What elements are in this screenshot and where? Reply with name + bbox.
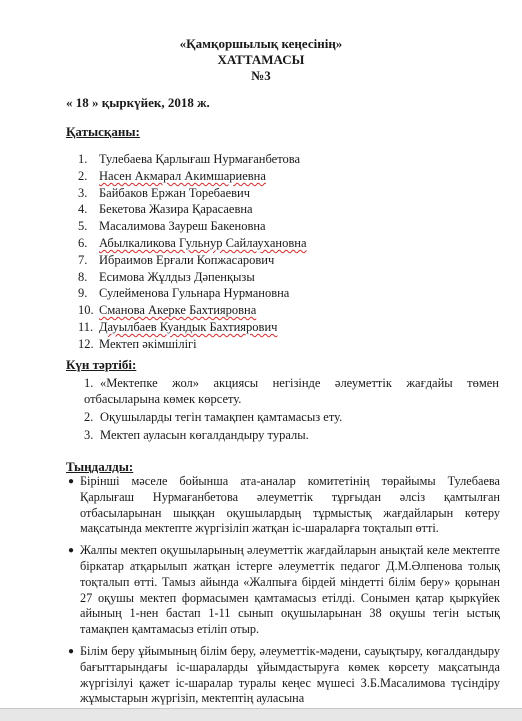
list-item: 11. Дауылбаев Куандык Бахтиярович — [78, 319, 278, 334]
list-item: 9. Сулейменова Гульнара Нурмановна — [78, 286, 290, 301]
list-item: 8. Есимова Жұлдыз Дәпенқызы — [78, 269, 255, 284]
bullet-icon: ● — [68, 645, 75, 657]
protocol-heading-line2: ХАТТАМАСЫ — [217, 52, 305, 67]
protocol-heading-line1: «Қамқоршылық кеңесінің» — [179, 36, 343, 51]
list-item: ● Жалпы мектеп оқушыларының әлеуметтік жағдайларын анықтай келе мектепте біркатар атқарылып жатқан істерге әлеуметтік педагог Д.М.Әлпенова толық тоқталып өтті. Тамыз айында «Жалпыға бірдей міндетті білім беру» қорынан 27 оқушы мектеп формасымен қамтамасыз етілді. Сонымен қатар қыркүйек айының 1-нен бастап 1-11 сынып оқушыларынан 38 оқушы тегін ыстық тамақпен қамтамасыз етіліп отыр. — [68, 543, 500, 637]
bullet-icon: ● — [68, 545, 75, 557]
list-item: 1. Тулебаева Қарлығаш Нурмағанбетова — [78, 152, 301, 166]
list-item: 5. Масалимова Зауреш Бакеновна — [78, 219, 266, 234]
list-item: 7. Ибраимов Ерғали Копжасарович — [78, 252, 275, 267]
list-item: 3. Байбаков Ержан Торебаевич — [78, 185, 251, 200]
status-bar — [0, 708, 522, 721]
list-item: 12. Мектеп әкімшілігі — [78, 336, 197, 351]
list-item: 4. Бекетова Жазира Қарасаевна — [78, 202, 253, 217]
list-item: 2. Оқушыларды тегін тамақпен қамтамасыз ету. — [84, 410, 343, 424]
list-item: ● Бірінші мәселе бойынша ата-аналар комитетінің төрайымы Тулебаева Қарлығаш Нурмағанбетова әлеуметтік тұрғыдан әлсіз қамтылған отбасыларынан шыққан оқушылардың тұрмыстық жағдайларын көтеру мақсатында мектепте жүргізіліп жатқан іс-шараларға тоқталып өтті. — [68, 474, 500, 536]
protocol-number: №3 — [251, 68, 271, 83]
bullet-icon: ● — [68, 476, 75, 487]
list-item: 1. «Мектепке жол» акциясы негізінде әлеуметтік жағдайы төмен отбасыларына көмек көрсету. — [84, 376, 499, 406]
list-item: 6. Абылкаликова Гульнур Сайлауxановна — [78, 235, 307, 250]
decisions-title: Тыңдалды: — [66, 459, 134, 474]
participants-list — [78, 151, 498, 353]
list-item: 3. Мектеп ауласын көгалдандыру туралы. — [84, 428, 309, 442]
participants-title: Қатысқаны: — [66, 124, 140, 139]
agenda-list — [84, 375, 499, 445]
protocol-date: « 18 » қыркүйек, 2018 ж. — [66, 95, 210, 110]
list-item: 2. Насен Акмарал Акимшариевна — [78, 168, 266, 183]
list-item: ● Білім беру ұйымының білім беру, әлеуметтік-мәдени, сауықтыру, көгалдандыру бағыттарындағы іс-шараларды ұйымдастыруға көмек көрсету мақсатында жүргізілуі қажет іс-шаралар туралы кеңес мүшесі З.Б.Масалимова түсіндіру жұмыстарын жүргізіп, мектептің ауласына — [68, 643, 500, 706]
agenda-title: Күн тәртібі: — [66, 357, 137, 372]
decisions-list — [68, 474, 500, 713]
list-item: 10. Сманова Акерке Бахтияровна — [78, 303, 257, 318]
